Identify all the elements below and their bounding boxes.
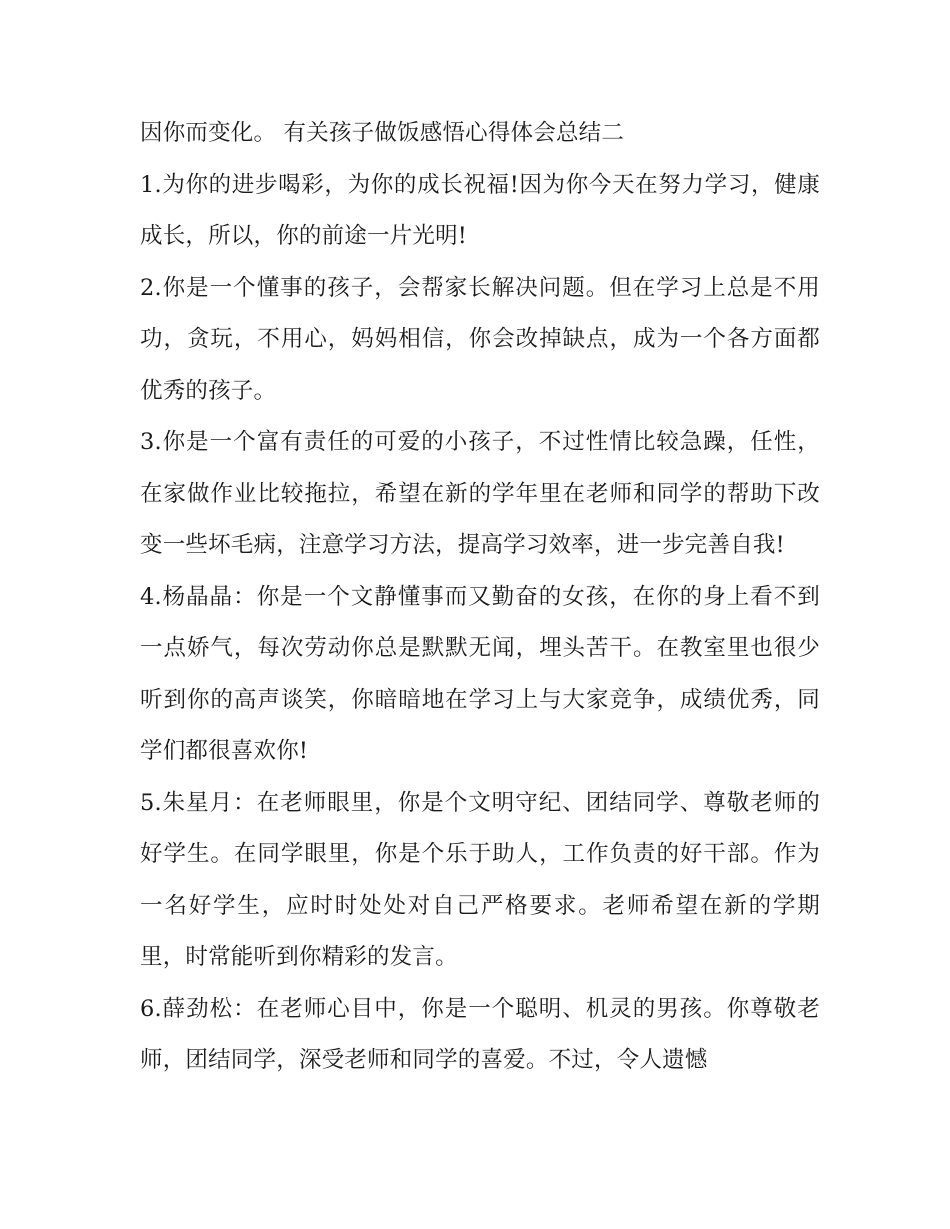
document-body (140, 108, 820, 1087)
paragraph-1: 1.为你的进步喝彩，为你的成长祝福!因为你今天在努力学习，健康成长，所以，你的前途一片光明! (140, 171, 820, 249)
paragraph-4: 4.杨晶晶：你是一个文静懂事而又勤奋的女孩，在你的身上看不到一点娇气，每次劳动你总是默默无闻，埋头苦干。在教室里也很少听到你的高声谈笑，你暗暗地在学习上与大家竞争，成绩优秀，同学们都很喜欢你! (140, 583, 820, 764)
paragraph-3: 3.你是一个富有责任的可爱的小孩子，不过性情比较急躁，任性，在家做作业比较拖拉，希望在新的学年里在老师和同学的帮助下改变一些坏毛病，注意学习方法，提高学习效率，进一步完善自我! (140, 429, 820, 558)
paragraph-intro: 因你而变化。 有关孩子做饭感悟心得体会总结二 (140, 120, 625, 146)
paragraph-6: 6.薛劲松：在老师心目中，你是一个聪明、机灵的男孩。你尊敬老师，团结同学，深受老师和同学的喜爱。不过，令人遗憾 (140, 995, 820, 1073)
paragraph-5: 5.朱星月：在老师眼里，你是个文明守纪、团结同学、尊敬老师的好学生。在同学眼里，你是个乐于助人，工作负责的好干部。作为一名好学生，应时时处处对自己严格要求。老师希望在新的学期里，时常能听到你精彩的发言。 (140, 789, 820, 970)
paragraph-2: 2.你是一个懂事的孩子，会帮家长解决问题。但在学习上总是不用功，贪玩，不用心，妈妈相信，你会改掉缺点，成为一个各方面都优秀的孩子。 (140, 274, 820, 404)
